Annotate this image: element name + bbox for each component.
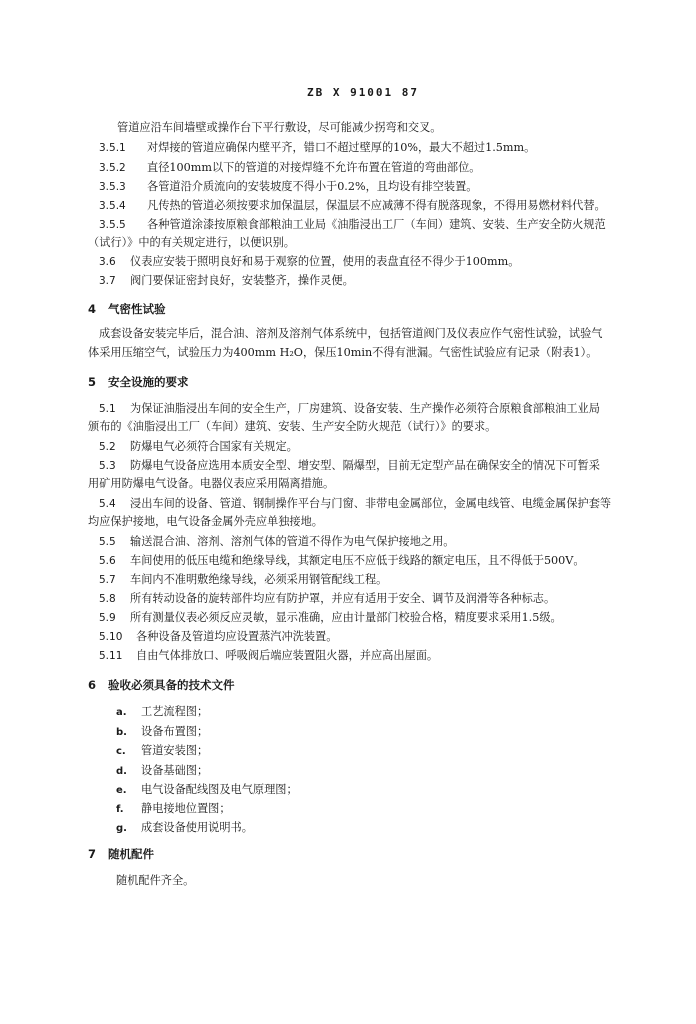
clause-text: 各种管道涂漆按原粮食部粮油工业局《油脂浸出工厂（车间）建筑、安装、生产安全防火规范 <box>147 218 606 231</box>
clause-text: 各管道沿介质流向的安装坡度不得小于0.2%，且均设有排空装置。 <box>147 180 478 193</box>
list-item <box>116 723 208 739</box>
section-7-heading <box>88 846 154 862</box>
section-7-text: 随机配件齐全。 <box>116 874 195 887</box>
clause-number: 3.5.4 <box>99 200 126 212</box>
clause-3-7 <box>99 274 354 288</box>
list-letter: g. <box>116 823 127 834</box>
clause-3-5-4 <box>99 199 606 213</box>
list-letter: e. <box>116 785 127 796</box>
clause-5-2 <box>99 440 298 454</box>
list-item <box>116 703 208 719</box>
clause-number: 3.5.1 <box>99 142 126 154</box>
clause-number: 5.5 <box>99 536 116 548</box>
list-item <box>116 762 208 778</box>
clause-number: 3.5.3 <box>99 181 126 193</box>
clause-3-5-3 <box>99 180 478 194</box>
clause-text: 防爆电气设备应选用本质安全型、增安型、隔爆型，目前无定型产品在确保安全的情况下可暂采 <box>130 459 600 472</box>
clause-5-11 <box>99 649 438 663</box>
list-text: 成套设备使用说明书。 <box>141 821 253 834</box>
section-4-paragraph-line: 成套设备安装完毕后，混合油、溶剂及溶剂气体系统中，包括管道阀门及仪表应作气密性试验，试验气 <box>99 327 603 340</box>
clause-number: 5.10 <box>99 631 123 643</box>
clause-number: 3.5.5 <box>99 219 126 231</box>
clause-text: 直径100mm以下的管道的对接焊缝不允许布置在管道的弯曲部位。 <box>147 161 481 174</box>
clause-text: 所有转动设备的旋转部件均应有防护罩，并应有适用于安全、调节及润滑等各种标志。 <box>130 592 556 605</box>
clause-number: 5.4 <box>99 498 116 510</box>
clause-text: 阀门要保证密封良好，安装整齐，操作灵便。 <box>130 274 354 287</box>
list-letter: f. <box>116 804 124 815</box>
list-letter: b. <box>116 727 127 738</box>
clause-text: 输送混合油、溶剂、溶剂气体的管道不得作为电气保护接地之用。 <box>130 535 455 548</box>
clause-text: 自由气体排放口、呼吸阀后端应装置阻火器，并应高出屋面。 <box>136 649 439 662</box>
clause-5-4 <box>99 497 611 511</box>
clause-text: 对焊接的管道应确保内壁平齐，错口不超过壁厚的10%，最大不超过1.5mm。 <box>147 141 536 154</box>
clause-text: 凡传热的管道必须按要求加保温层，保温层不应减薄不得有脱落现象，不得用易燃材料代替。 <box>147 199 606 212</box>
list-text: 静电接地位置图； <box>141 802 231 815</box>
list-letter: a. <box>116 707 127 718</box>
clause-number: 5.9 <box>99 612 116 624</box>
list-text: 管道安装图； <box>141 744 209 757</box>
clause-3-6 <box>99 255 519 269</box>
clause-text-continued: 颁布的《油脂浸出工厂（车间）建筑、安装、生产安全防火规范（试行）》的要求。 <box>88 420 497 433</box>
section-title: 气密性试验 <box>108 302 166 316</box>
clause-text: 为保证油脂浸出车间的安全生产，厂房建筑、设备安装、生产操作必须符合原粮食部粮油工业局 <box>130 402 600 415</box>
section-5-heading <box>88 374 189 390</box>
clause-5-5 <box>99 535 454 549</box>
clause-text-continued: 均应保护接地，电气设备金属外壳应单独接地。 <box>88 515 323 528</box>
clause-number: 5.6 <box>99 555 116 567</box>
clause-3-5-1 <box>99 141 535 155</box>
clause-number: 5.1 <box>99 403 116 415</box>
clause-text: 车间使用的低压电缆和绝缘导线，其额定电压不应低于线路的额定电压，且不得低于500V。 <box>130 554 585 567</box>
clause-5-9 <box>99 611 562 625</box>
section-title: 随机配件 <box>108 847 154 861</box>
list-item <box>116 819 253 835</box>
list-text: 电气设备配线图及电气原理图； <box>141 783 298 796</box>
clause-5-6 <box>99 554 585 568</box>
clause-text: 浸出车间的设备、管道、钢制操作平台与门窗、非带电金属部位，金属电线管、电缆金属保护套等 <box>130 497 612 510</box>
clause-text: 各种设备及管道均应设置蒸汽冲洗装置。 <box>136 630 338 643</box>
clause-number: 3.5.2 <box>99 162 126 174</box>
clause-number: 3.7 <box>99 275 116 287</box>
clause-number: 5.7 <box>99 574 116 586</box>
section-4-paragraph-line: 体采用压缩空气，试验压力为400mm H₂O，保压10min不得有泄漏。气密性试验应有记录（附表1）。 <box>88 346 598 359</box>
section-title: 安全设施的要求 <box>108 375 189 389</box>
section-number: 4 <box>88 302 97 316</box>
list-item <box>116 800 231 816</box>
clause-text: 车间内不准明敷绝缘导线，必须采用钢管配线工程。 <box>130 573 388 586</box>
clause-number: 3.6 <box>99 256 116 268</box>
clause-5-10 <box>99 630 337 644</box>
list-letter: d. <box>116 766 127 777</box>
section-4-heading <box>88 301 166 317</box>
clause-text: 仪表应安装于照明良好和易于观察的位置，使用的表盘直径不得少于100mm。 <box>130 255 520 268</box>
section-title: 验收必须具备的技术文件 <box>108 678 235 692</box>
clause-3-5-2 <box>99 161 480 175</box>
clause-5-8 <box>99 592 555 606</box>
clause-text: 防爆电气必须符合国家有关规定。 <box>130 440 298 453</box>
list-item <box>116 781 298 797</box>
continuation-text: 管道应沿车间墙壁或操作台下平行敷设，尽可能减少拐弯和交叉。 <box>117 121 442 134</box>
clause-number: 5.11 <box>99 650 123 662</box>
list-text: 工艺流程图； <box>141 705 209 718</box>
clause-number: 5.8 <box>99 593 116 605</box>
clause-number: 5.3 <box>99 460 116 472</box>
clause-3-5-5 <box>99 218 606 232</box>
list-text: 设备布置图； <box>141 725 209 738</box>
section-6-heading <box>88 677 235 693</box>
list-letter: c. <box>116 746 126 757</box>
section-number: 7 <box>88 847 97 861</box>
page-header: ZB X 91001 87 <box>306 86 420 99</box>
clause-text: 所有测量仪表必须反应灵敏，显示准确，应由计量部门校验合格，精度要求采用1.5级。 <box>130 611 562 624</box>
clause-5-3 <box>99 459 600 473</box>
clause-text-continued: （试行）》中的有关规定进行，以便识别。 <box>88 236 295 249</box>
list-text: 设备基础图； <box>141 764 209 777</box>
section-number: 6 <box>88 678 97 692</box>
clause-number: 5.2 <box>99 441 116 453</box>
clause-5-7 <box>99 573 387 587</box>
section-number: 5 <box>88 375 97 389</box>
clause-5-1 <box>99 402 600 416</box>
list-item <box>116 742 208 758</box>
clause-text-continued: 用矿用防爆电气设备。电器仪表应采用隔离措施。 <box>88 477 335 490</box>
